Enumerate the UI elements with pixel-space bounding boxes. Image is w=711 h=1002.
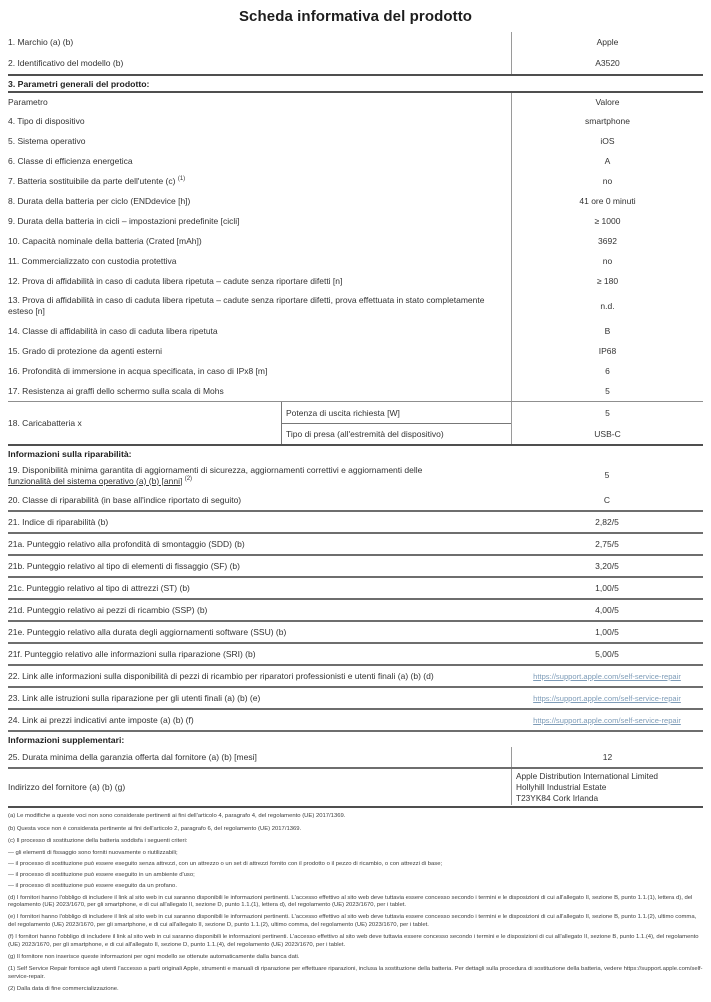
row-label: 12. Prova di affidabilità in caso di caduta libera ripetuta – cadute senza riportare difetti [n]	[8, 275, 343, 286]
row-label: 22. Link alle informazioni sulla disponibilità di pezzi di ricambio per riparatori professionisti e utenti finali (a) (b) (d)	[8, 670, 434, 681]
row-repair-index	[8, 510, 703, 532]
repair-instructions-link[interactable]: https://support.apple.com/self-service-repair	[533, 693, 681, 703]
row-free-fall-test-extended	[8, 291, 703, 321]
row-value: 6	[511, 361, 703, 381]
footnotes-block	[8, 806, 703, 993]
row-value: no	[511, 171, 703, 191]
row-label: 5. Sistema operativo	[8, 135, 86, 146]
footnote-c-criterion-4: — il processo di sostituzione può essere eseguito da un profano.	[8, 883, 177, 890]
row-value: ≥ 1000	[511, 211, 703, 231]
footnote-c: (c) Il processo di sostituzione della batteria soddisfa i seguenti criteri:	[8, 837, 188, 844]
footnote-a: (a) Le modifiche a queste voci non sono considerate pertinenti ai fini dell'articolo 4, paragrafo 4, del regolamento (UE) 2017/1369.	[8, 813, 346, 820]
row-value: B	[511, 321, 703, 341]
charger-plug-label: Tipo di presa (all'estremità del dispositivo)	[282, 423, 511, 444]
row-value: 2,75/5	[595, 538, 619, 549]
row-battery-replaceable	[8, 171, 703, 191]
row-label: 23. Link alle istruzioni sulla riparazione per gli utenti finali (a) (b) (e)	[8, 692, 261, 703]
row-label: 13. Prova di affidabilità in caso di caduta libera ripetuta – cadute senza riportare difetti, prova effettuata in stato completamente esteso [n]	[8, 295, 485, 316]
footnote-g: (g) Il fornitore non inserisce queste informazioni per ogni modello se ottenute automaticamente dalla banca dati.	[8, 954, 300, 961]
row-label: 21d. Punteggio relativo ai pezzi di ricambio (SSP) (b)	[8, 604, 208, 615]
row-model-id	[8, 53, 703, 74]
column-header-row	[8, 93, 703, 111]
charger-plug-value: USB-C	[594, 428, 621, 439]
row-label: 15. Grado di protezione da agenti esterni	[8, 345, 163, 356]
row-value: 1,00/5	[595, 582, 619, 593]
row-label: 4. Tipo di dispositivo	[8, 115, 85, 126]
general-parameters-block	[8, 111, 703, 401]
footnote-f: (f) I fornitori hanno l'obbligo di includere il link al sito web in cui saranno disponibili le informazioni pertinenti. L'accesso effettivo al sito web deve tuttavia essere concesso secondo i termini e le disposizioni di cui all'allegato II, sezione B, punto 1.1.(4), del regolamento (UE) 2023/1670, per gli smartphone, e di cui all'allegato II, sezione D, punto 1.1.(4), del regolamento (UE) 2023/1670, per i tablet.	[8, 934, 699, 948]
row-label: 17. Resistenza ai graffi dello schermo sulla scala di Mohs	[8, 385, 224, 396]
row-ingress-protection	[8, 341, 703, 361]
row-software-updates	[8, 461, 703, 490]
footnote-b: (b) Questa voce non è considerata pertinente ai fini dell'articolo 2, paragrafo 6, del regolamento (UE) 2017/1369.	[8, 825, 302, 832]
row-supplier-address	[8, 767, 703, 805]
footnote-d: (d) I fornitori hanno l'obbligo di includere il link al sito web in cui saranno disponibili le informazioni pertinenti. L'accesso effettivo al sito web deve tuttavia essere concesso secondo i termini e le disposizioni di cui all'allegato II, sezione B, punto 1.1.(1), lettera d), del regolamento (UE) 2023/1670, per gli smartphone, e di cui all'allegato II, sezione D, punto 1.1.(1), lettera d), del regolamento (UE) 2023/1670, per i tablet.	[8, 894, 693, 909]
warranty-value: 12	[511, 747, 703, 767]
spare-parts-link[interactable]: https://support.apple.com/self-service-repair	[533, 671, 681, 681]
row-label: 10. Capacità nominale della batteria (Crated [mAh])	[8, 235, 202, 246]
model-id-value: A3520	[511, 53, 703, 74]
row-repair-class	[8, 490, 703, 510]
row-score-sf	[8, 554, 703, 576]
repairability-scores-block	[8, 490, 703, 730]
param-column-header: Parametro	[8, 96, 48, 107]
charger-values	[511, 402, 703, 444]
row-battery-cycles	[8, 211, 703, 231]
footnote-e: (e) I fornitori hanno l'obbligo di includere il link al sito web in cui saranno disponibili le informazioni pertinenti. L'accesso effettivo al sito web deve tuttavia essere concesso secondo i termini e le disposizioni di cui all'allegato II, sezione B, punto 1.1.(2), ultimo comma, del regolamento (UE) 2023/1670, per gli smartphone, e di cui all'allegato II, sezione D, punto 1.1.(2), ultimo comma, del regolamento (UE) 2023/1670, per i tablet.	[8, 914, 697, 929]
row-value: 3,20/5	[595, 560, 619, 571]
row-score-sdd	[8, 532, 703, 554]
indicative-prices-link[interactable]: https://support.apple.com/self-service-repair	[533, 715, 681, 725]
charger-subtable	[281, 402, 511, 444]
charger-power-label: Potenza di uscita richiesta [W]	[286, 407, 400, 418]
row-label: 21a. Punteggio relativo alla profondità di smontaggio (SDD) (b)	[8, 538, 245, 549]
row-value: IP68	[511, 341, 703, 361]
row-warranty	[8, 747, 703, 767]
row-label: 21f. Punteggio relativo alle informazioni sulla riparazione (SRI) (b)	[8, 648, 256, 659]
footnote-c-criterion-2: — il processo di sostituzione può essere eseguito senza attrezzi, con un attrezzo o un set di attrezzi fornito con il prodotto o il pezzo di ricambio, o con attrezzi di base;	[8, 861, 443, 868]
row-charger	[8, 401, 703, 444]
row-value: iOS	[511, 131, 703, 151]
row-mohs-scratch	[8, 381, 703, 401]
warranty-label: 25. Durata minima della garanzia offerta dal fornitore (a) (b) [mesi]	[8, 751, 257, 762]
row-value: ≥ 180	[511, 271, 703, 291]
page-title: Scheda informativa del prodotto	[238, 8, 473, 25]
brand-label: 1. Marchio (a) (b)	[8, 37, 74, 48]
row-label: 21e. Punteggio relativo alla durata degli aggiornamenti software (SSU) (b)	[8, 626, 287, 637]
section-general-header: 3. Parametri generali del prodotto:	[8, 74, 703, 91]
row-value: 1,00/5	[595, 626, 619, 637]
row-label: 8. Durata della batteria per ciclo (ENDdevice [h])	[8, 195, 191, 206]
row-label: 20. Classe di riparabilità (in base all'indice riportato di seguito)	[8, 494, 242, 505]
row-immersion-depth	[8, 361, 703, 381]
row-value: 41 ore 0 minuti	[511, 191, 703, 211]
row-score-st	[8, 576, 703, 598]
row-os	[8, 131, 703, 151]
row-label: 9. Durata della batteria in cicli – impostazioni predefinite [cicli]	[8, 215, 240, 226]
row-value: 2,82/5	[595, 516, 619, 527]
row-score-sri	[8, 642, 703, 664]
charger-label: 18. Caricabatteria x	[8, 417, 82, 428]
row-brand	[8, 32, 703, 53]
row-battery-endurance	[8, 191, 703, 211]
brand-value: Apple	[511, 32, 703, 53]
row-label: 14. Classe di affidabilità in caso di caduta libera ripetuta	[8, 325, 218, 336]
row-label: 6. Classe di efficienza energetica	[8, 155, 133, 166]
software-updates-label: 19. Disponibilità minima garantita di aggiornamenti di sicurezza, aggiornamenti correttivi e aggiornamenti delle funzionalità del sistema operativo (a) (b) [anni] $^{(2)}$	[8, 464, 423, 486]
supplier-address-value: Apple Distribution International Limited Hollyhill Industrial Estate T23YK84 Cork Irlanda	[511, 769, 703, 805]
supplier-address-label: Indirizzo del fornitore (a) (b) (g)	[8, 781, 126, 792]
footnote-ref-1: (1)	[177, 175, 186, 182]
row-value: C	[603, 494, 611, 505]
row-protective-case	[8, 251, 703, 271]
section-supplementary-header: Informazioni supplementari:	[8, 730, 703, 747]
footnote-2-end-of-marketing: (2) Dalla data di fine commercializzazione.	[8, 986, 119, 993]
row-value: 5,00/5	[595, 648, 619, 659]
row-value: n.d.	[511, 291, 703, 321]
row-label: 21b. Punteggio relativo al tipo di elementi di fissaggio (SF) (b)	[8, 560, 240, 571]
row-free-fall-test	[8, 271, 703, 291]
model-id-label: 2. Identificativo del modello (b)	[8, 58, 124, 69]
row-link-repair-instructions	[8, 686, 703, 708]
value-column-header: Valore	[511, 93, 703, 111]
charger-power-value: 5	[605, 407, 610, 418]
row-label: 7. Batteria sostituibile da parte dell'utente (c) $^{(1)}$	[8, 175, 186, 186]
footnote-1-self-service-repair: (1) Self Service Repair fornisce agli utenti l'accesso a parti originali Apple, strumenti e manuali di riparazione per effettuare riparazioni, inclusa la sostituzione della batteria. Per dettagli sulla procedura di sostituzione della batteria, vedere https://support.apple.com/self-service-repair.	[8, 966, 703, 980]
row-label: 16. Profondità di immersione in acqua specificata, in caso di IPx8 [m]	[8, 365, 268, 376]
row-free-fall-class	[8, 321, 703, 341]
row-value: A	[511, 151, 703, 171]
row-battery-capacity	[8, 231, 703, 251]
row-device-type	[8, 111, 703, 131]
row-label: 21. Indice di riparabilità (b)	[8, 516, 109, 527]
software-updates-value: 5	[604, 470, 610, 481]
row-value: smartphone	[511, 111, 703, 131]
identification-block	[8, 32, 703, 74]
row-energy-class	[8, 151, 703, 171]
row-value: no	[511, 251, 703, 271]
row-value: 3692	[511, 231, 703, 251]
row-label: 21c. Punteggio relativo al tipo di attrezzi (ST) (b)	[8, 582, 190, 593]
row-value: 4,00/5	[595, 604, 619, 615]
row-label: 11. Commercializzato con custodia protettiva	[8, 255, 177, 266]
row-link-prices	[8, 708, 703, 730]
row-score-ssu	[8, 620, 703, 642]
row-value: 5	[511, 381, 703, 401]
row-label: 24. Link ai prezzi indicativi ante imposte (a) (b) (f)	[8, 714, 194, 725]
footnote-ref-2: (2)	[184, 475, 193, 482]
section-repair-header: Informazioni sulla riparabilità:	[8, 444, 703, 461]
row-score-ssp	[8, 598, 703, 620]
row-link-spare-parts	[8, 664, 703, 686]
footnote-c-criterion-3: — il processo di sostituzione può essere eseguito in un ambiente d'uso;	[8, 872, 195, 879]
footnote-c-criterion-1: — gli elementi di fissaggio sono forniti nuovamente o riutilizzabili;	[8, 849, 178, 856]
